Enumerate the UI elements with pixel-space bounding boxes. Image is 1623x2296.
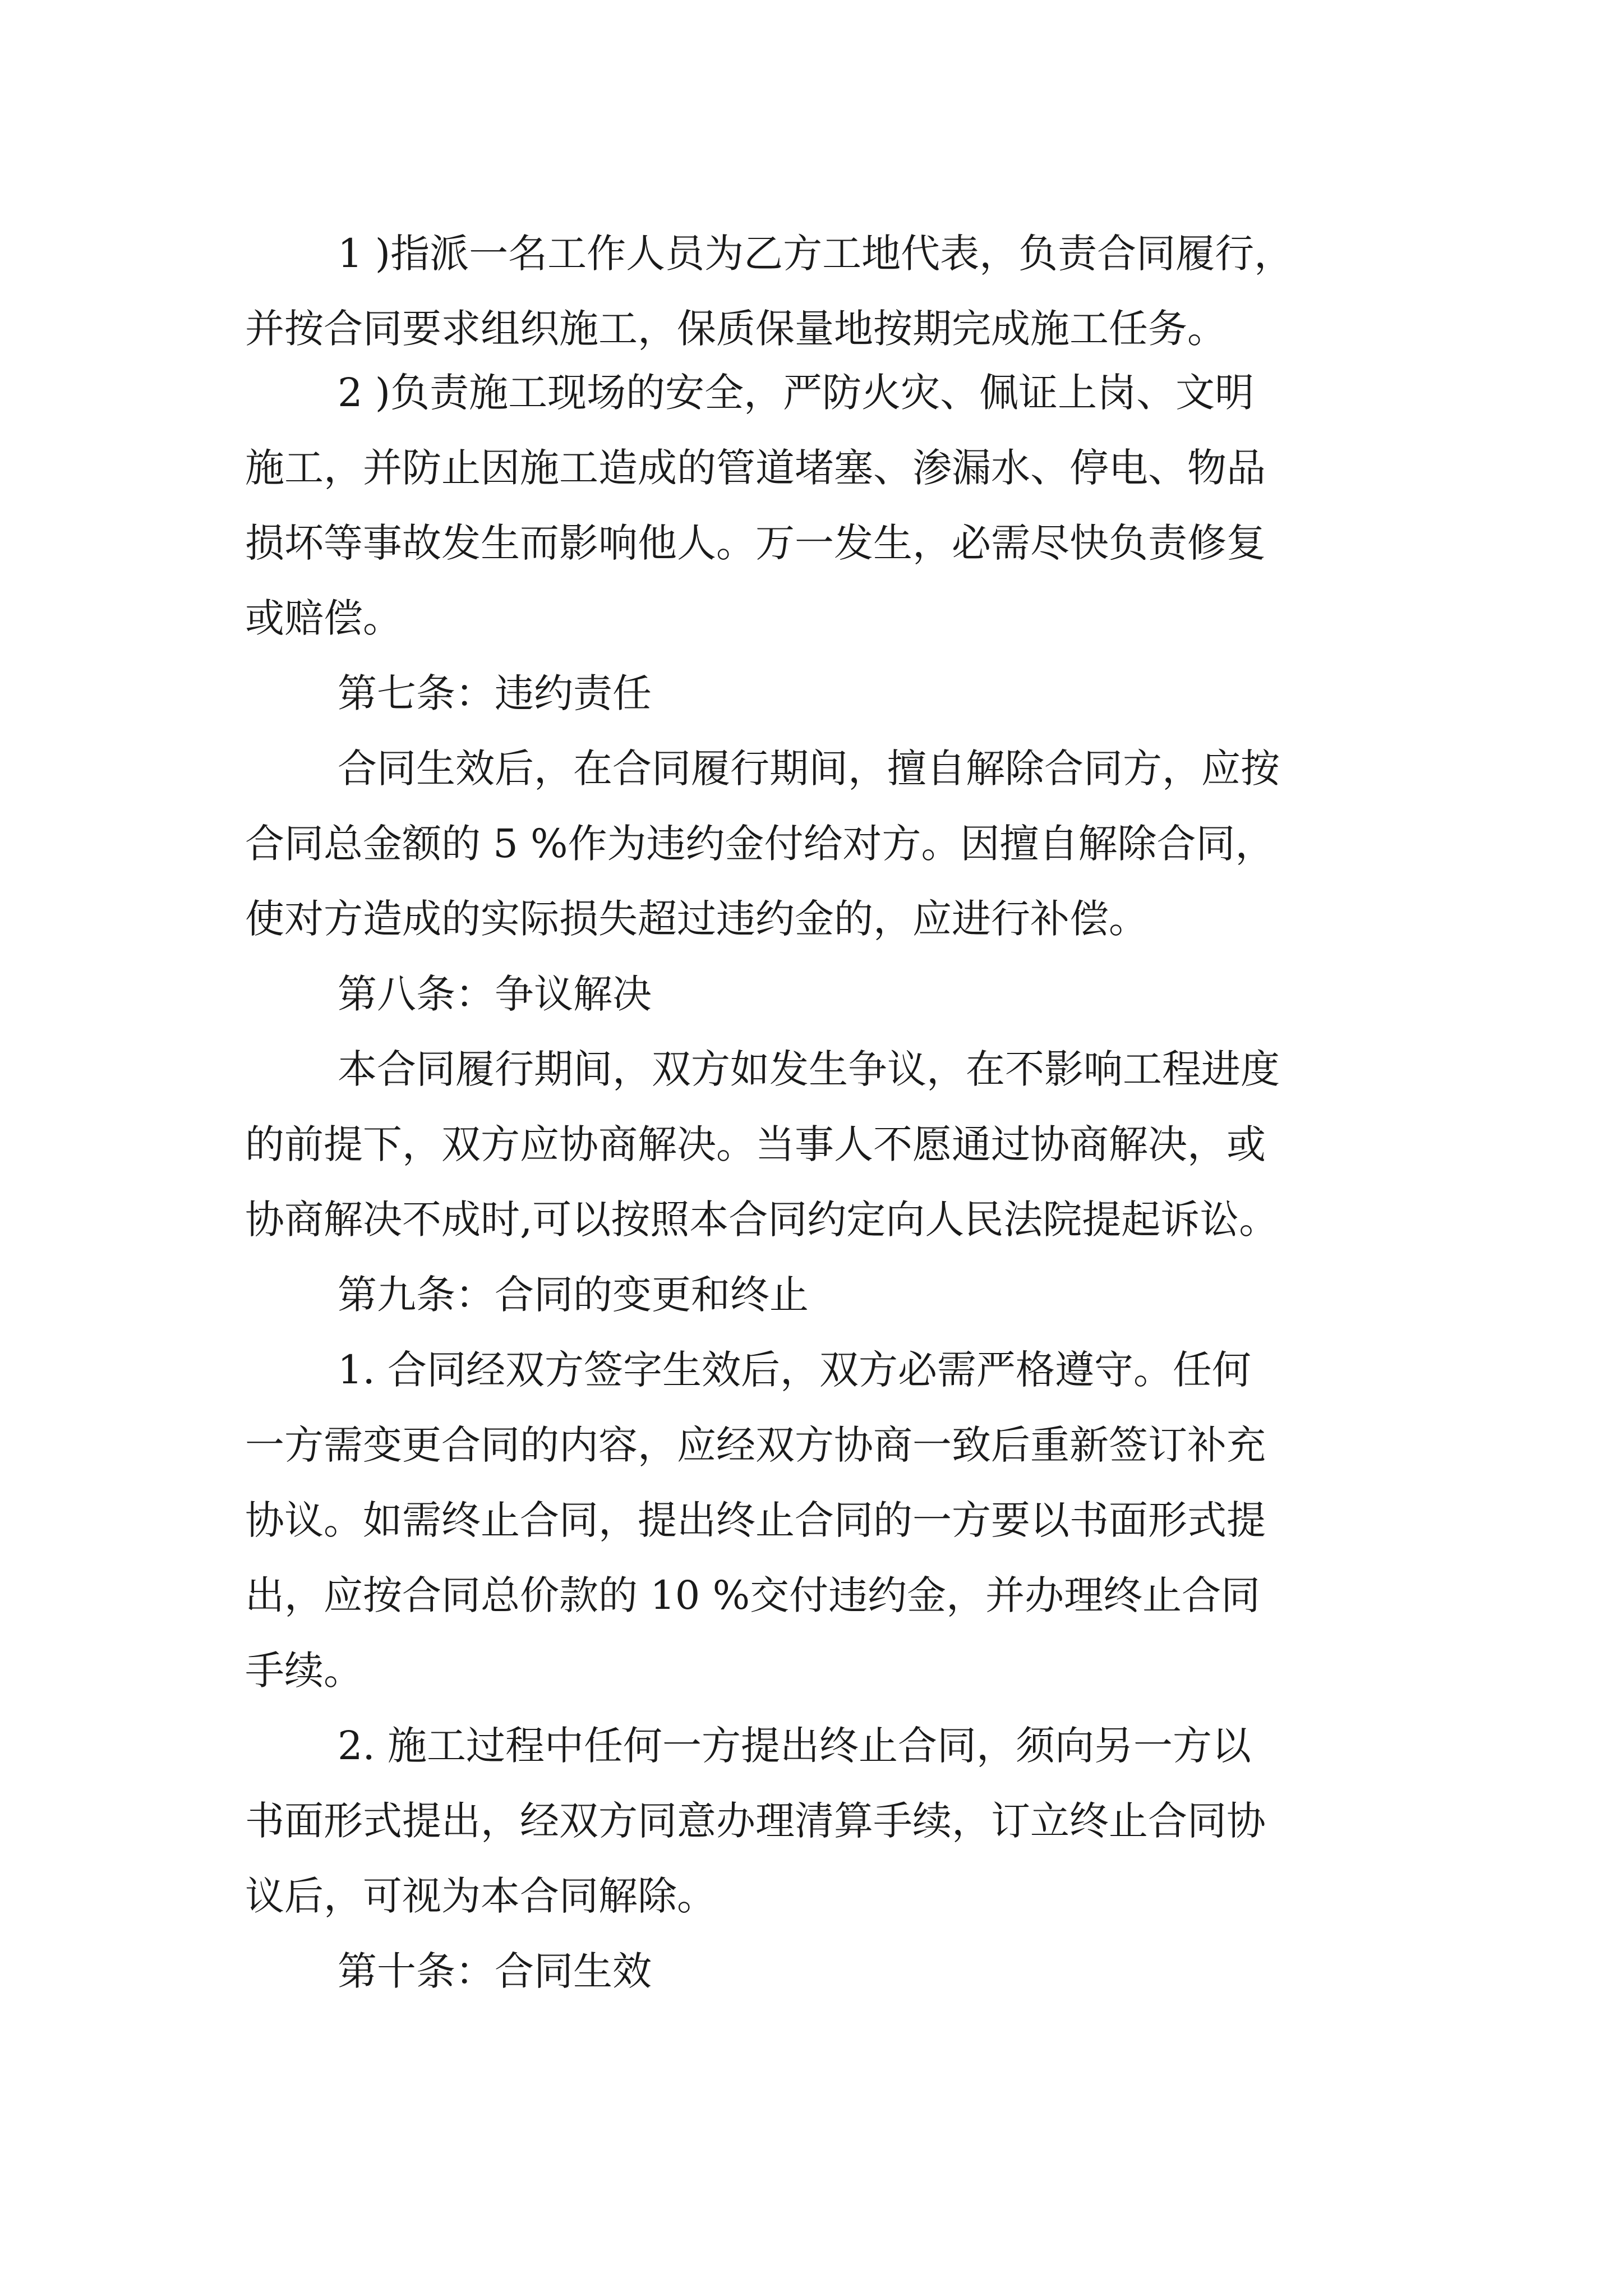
clause-7-heading: 第七条：违约责任 [338,670,652,716]
clause-6-item-2-line-1: 2 )负责施工现场的安全，严防火灾、佩证上岗、文明 [338,370,1255,416]
clause-6-item-1-line-1: 1 )指派一名工作人员为乙方工地代表，负责合同履行， [338,231,1294,277]
clause-9-item-2-line-1: 2. 施工过程中任何一方提出终止合同，须向另一方以 [338,1723,1252,1769]
clause-6-item-2-line-2: 施工，并防止因施工造成的管道堵塞、渗漏水、停电、物品 [245,445,1266,491]
clause-6-item-2-line-3: 损坏等事故发生而影响他人。万一发生，必需尽快负责修复 [245,520,1266,566]
clause-8-body-line-3: 协商解决不成时,可以按照本合同约定向人民法院提起诉讼。 [245,1197,1279,1243]
clause-9-item-1-line-5: 手续。 [245,1648,363,1694]
clause-8-body-line-1: 本合同履行期间，双方如发生争议，在不影响工程进度 [338,1046,1280,1092]
clause-9-item-1-line-3: 协议。如需终止合同，提出终止合同的一方要以书面形式提 [245,1497,1266,1543]
clause-7-body-line-3: 使对方造成的实际损失超过违约金的，应进行补偿。 [245,896,1148,942]
clause-9-heading: 第九条：合同的变更和终止 [338,1272,809,1318]
clause-9-item-2-line-3: 议后，可视为本合同解除。 [245,1873,716,1919]
clause-7-body-line-2: 合同总金额的 5 %作为违约金付给对方。因擅自解除合同， [245,821,1275,867]
clause-9-item-1-line-2: 一方需变更合同的内容，应经双方协商一致后重新签订补充 [245,1422,1266,1468]
clause-6-item-2-line-4: 或赔偿。 [245,595,402,641]
clause-9-item-1-line-4: 出，应按合同总价款的 10 %交付违约金，并办理终止合同 [245,1572,1261,1618]
clause-10-heading: 第十条：合同生效 [338,1948,652,1994]
clause-6-item-1-line-2: 并按合同要求组织施工，保质保量地按期完成施工任务。 [245,306,1227,352]
clause-8-body-line-2: 的前提下，双方应协商解决。当事人不愿通过协商解决，或 [245,1121,1266,1167]
clause-9-item-2-line-2: 书面形式提出，经双方同意办理清算手续，订立终止合同协 [245,1798,1266,1844]
clause-7-body-line-1: 合同生效后，在合同履行期间，擅自解除合同方，应按 [338,746,1280,792]
clause-9-item-1-line-1: 1. 合同经双方签字生效后，双方必需严格遵守。任何 [338,1347,1252,1393]
clause-8-heading: 第八条：争议解决 [338,971,652,1017]
